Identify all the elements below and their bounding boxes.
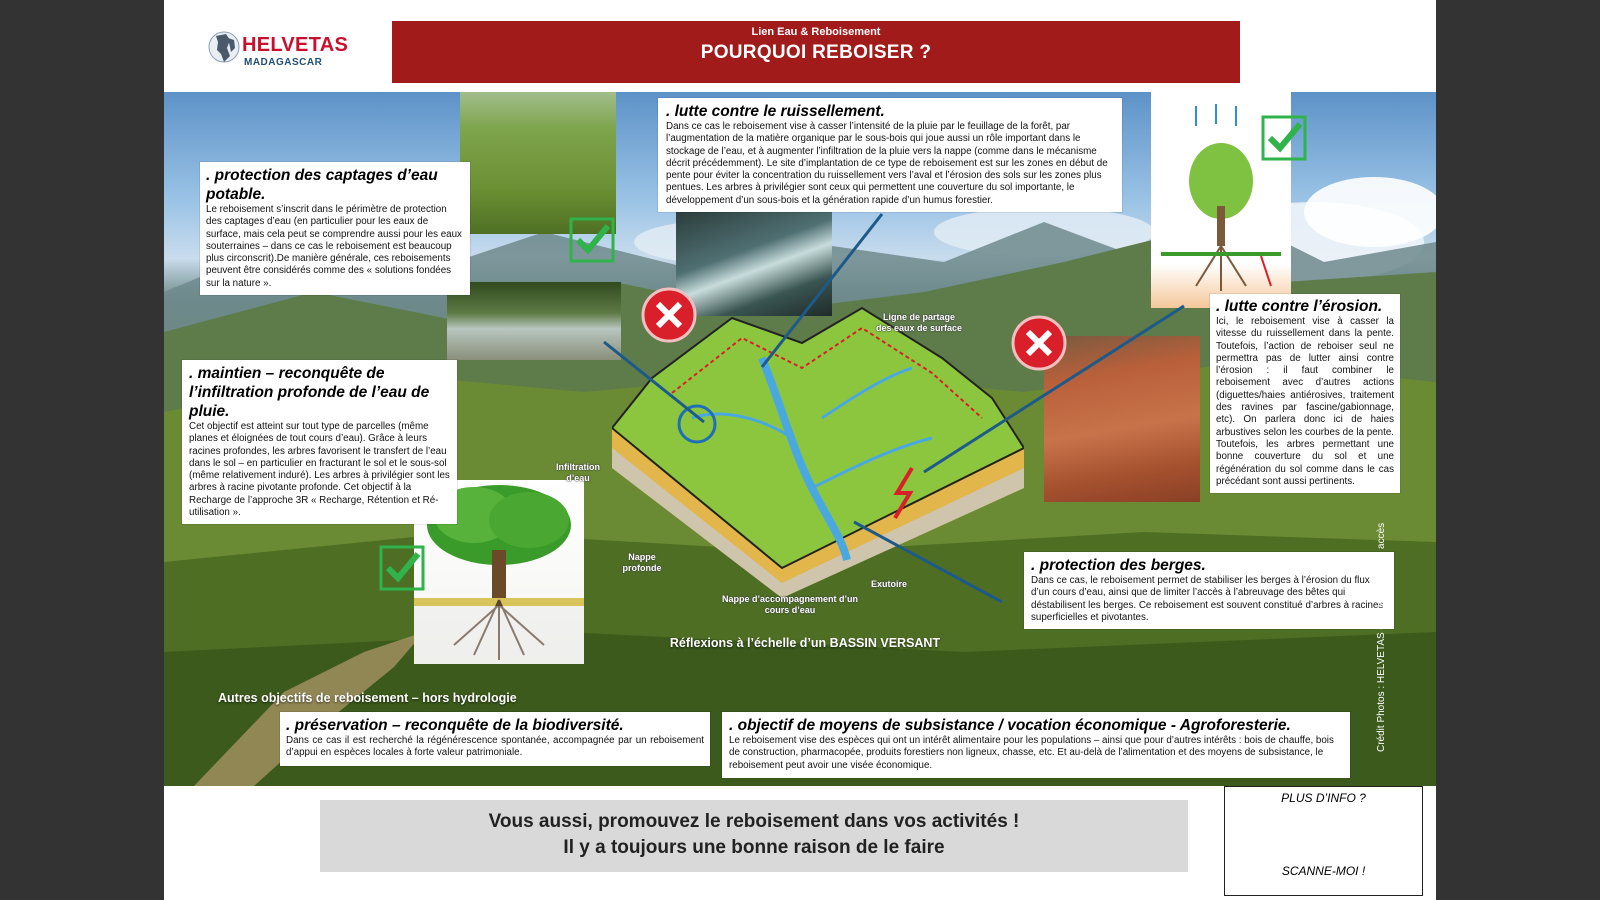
box-body: Dans ce cas il est recherché la régénérescence spontanée, accompagnée par un reboisement d’appui en espèces locales à forte valeur patrimoniale. xyxy=(286,735,704,759)
box-body: Dans ce cas le reboisement vise à casser l’intensité de la pluie par le feuillage de la forêt, par l’augmentation de la matière organique par le sous-bois qui joue aussi un rôle important dans le stockage de l’eau, et à augmenter l’infiltration de la pluie vers la nappe (comme dans le mécanisme décrit précédemment). Le site d’implantation de ce type de reboisement est sur les zones en début de pente pour éviter la concentration du ruissellement vers l’aval et l’érosion des sols sur les zones plus pentues. Les arbres à privilégier sont ceux qui permettent une couverture du sol importante, le développement d’un sous-bois et la génération rapide d’un humus forestier. xyxy=(666,121,1108,206)
box-body: Dans ce cas, le reboisement permet de stabiliser les berges à l’érosion du flux d’un cours d’eau, ainsi que de limiter l’accès à l’abreuvage des bêtes qui déstabilisent les berges. Ce reboisement est souvent constitué d’arbres à racines superficielles et pivotantes. xyxy=(1031,575,1384,623)
label-ligne-partage: Ligne de partage des eaux de surface xyxy=(875,312,963,333)
box-title: . lutte contre le ruissellement. xyxy=(666,103,885,120)
landscape-photo xyxy=(164,92,1436,786)
box-protection-captages xyxy=(200,162,470,295)
cta-line-2: Il y a toujours une bonne raison de le faire xyxy=(563,837,945,858)
qr-prompt: PLUS D’INFO ? xyxy=(1281,791,1366,805)
qr-scan-label: SCANNE-MOI ! xyxy=(1281,864,1366,878)
box-body: Ici, le reboisement vise à casser la vitesse du ruissellement dans la pente. Toutefois, l’action de reboiser seul ne permettra pas de lutter ainsi contre l’érosion : il faut combiner le reboisement avec d’autres actions (diguettes/haies antiérosives, traitement des ravines par fascine/gabionnage, etc). On parlera donc ici de haies arbustives selon les courbes de la pente. Toutefois, les arbres permettant une bonne couverture du sol et une régénération du sol comme dans le cas précédant sont aussi pertinents. xyxy=(1216,316,1394,487)
label-nappe-accompagnement: Nappe d’accompagnement d’un cours d’eau xyxy=(721,594,859,615)
cross-icon xyxy=(640,286,698,344)
box-title: . maintien – reconquête de l’infiltration profonde de l’eau de pluie. xyxy=(189,365,430,420)
poster xyxy=(164,0,1436,900)
box-subsistance xyxy=(722,712,1350,778)
box-title: . préservation – reconquête de la biodiversité. xyxy=(286,717,624,734)
other-objectives-label: Autres objectifs de reboisement – hors hydrologie xyxy=(218,691,517,705)
logo-subtitle: MADAGASCAR xyxy=(244,57,323,68)
title-banner xyxy=(392,21,1240,83)
box-biodiversite xyxy=(280,712,710,766)
banner-kicker: Lien Eau & Reboisement xyxy=(751,26,881,38)
box-erosion xyxy=(1210,294,1400,493)
cta-line-1: Vous aussi, promouvez le reboisement dans vos activités ! xyxy=(488,811,1020,832)
box-title: . protection des berges. xyxy=(1031,557,1206,574)
cross-icon xyxy=(1010,314,1068,372)
box-infiltration xyxy=(182,360,457,524)
box-ruissellement xyxy=(658,98,1122,212)
box-body: Le reboisement vise des espèces qui ont un intérêt alimentaire pour les populations – ainsi que pour d’autres intérêts : bois de chauffe, bois de construction, pharmacopée, produits forestiers non ligneux, chasse, etc. Et au-delà de l’alimentation et des moyens de subsistance, le reboisement peut avoir une visée économique. xyxy=(729,735,1334,771)
call-to-action xyxy=(320,800,1188,872)
qr-code-box[interactable] xyxy=(1224,786,1423,896)
box-title: . objectif de moyens de subsistance / vocation économique - Agroforesterie. xyxy=(729,717,1291,734)
page-title: POURQUOI REBOISER ? xyxy=(700,42,932,63)
check-icon xyxy=(568,216,616,264)
label-infiltration: Infiltration d’eau xyxy=(556,462,600,483)
box-title: . protection des captages d’eau potable. xyxy=(206,167,438,203)
box-protection-berges xyxy=(1024,552,1394,629)
diagram-caption: Réflexions à l’échelle d’un BASSIN VERSANT xyxy=(669,636,941,650)
label-exutoire: Exutoire xyxy=(870,579,907,589)
box-body: Cet objectif est atteint sur tout type de parcelles (même planes et éloignées de tout cours d’eau). Grâce à leurs racines profondes, les arbres favorisent le transfert de l’eau dans le sol – en particulier en fracturant le sol et le sous-sol (même relativement induré). Les arbres à privilégier sont les arbres à racine pivotante profonde. Cet objectif à la Recharge de l’approche 3R « Recharge, Rétention et Ré-utilisation ». xyxy=(189,421,450,519)
box-body: Le reboisement s’inscrit dans le périmètre de protection des captages d’eau (en particulier pour les eaux de surface, mais cela peut se comprendre aussi pour les eaux souterraines – dans ce cas le reboisement est beaucoup plus circonscrit).De manière générale, ces reboisements peuvent être considérés comme des « solutions fondées sur la nature ». xyxy=(206,204,462,289)
box-title: . lutte contre l’érosion. xyxy=(1216,298,1383,315)
helvetas-logo xyxy=(208,26,368,72)
globe-map-icon xyxy=(208,28,240,66)
check-icon xyxy=(1260,114,1308,162)
label-nappe-profonde: Nappe profonde xyxy=(622,552,662,573)
check-icon xyxy=(378,544,426,592)
logo-name: HELVETAS xyxy=(242,34,349,56)
photo-credit: Crédit Photos : HELVETAS et/Interne en libre accès xyxy=(1376,522,1387,752)
